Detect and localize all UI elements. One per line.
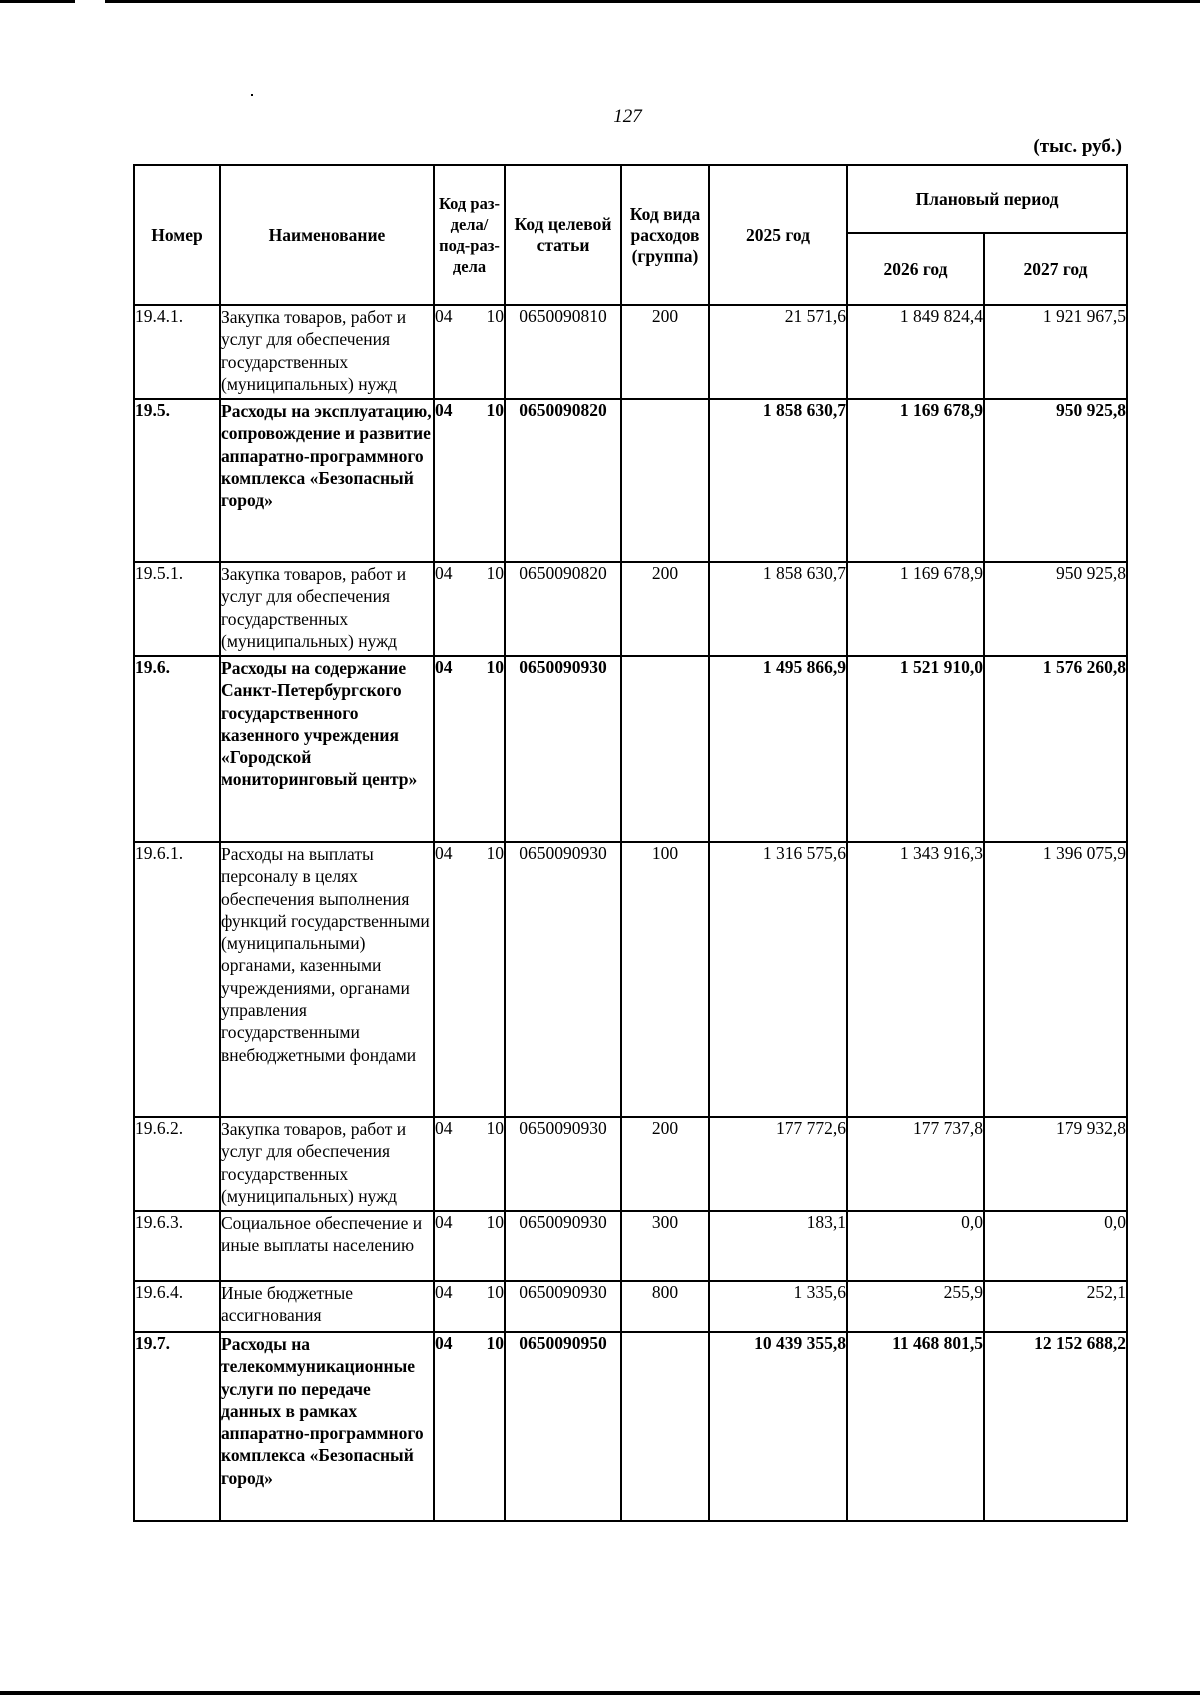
header-name: Наименование <box>220 165 434 305</box>
table-row <box>134 399 1127 562</box>
header-number: Номер <box>134 165 220 305</box>
row-number: 19.7. <box>134 1332 220 1521</box>
scan-top-edge-gap <box>75 0 105 3</box>
row-subsection: 10 <box>486 657 504 677</box>
table-row <box>134 305 1127 399</box>
row-amount-2025: 10 439 355,8 <box>709 1332 847 1521</box>
row-section: 04 <box>435 657 453 677</box>
row-target-code: 0650090930 <box>505 1117 621 1211</box>
row-expense-kind: 200 <box>621 562 709 656</box>
row-expense-kind: 300 <box>621 1211 709 1281</box>
row-amount-2025: 21 571,6 <box>709 305 847 399</box>
row-section-code <box>434 1117 505 1211</box>
table-row <box>134 562 1127 656</box>
row-section: 04 <box>435 1212 453 1232</box>
row-amount-2025: 1 495 866,9 <box>709 656 847 842</box>
row-name: Социальное обеспечение и иные выплаты населению <box>220 1211 434 1281</box>
header-section-code: Код раз-дела/ под-раз-дела <box>434 165 505 305</box>
row-name: Закупка товаров, работ и услуг для обеспечения государственных (муниципальных) нужд <box>220 1117 434 1211</box>
row-amount-2027: 12 152 688,2 <box>984 1332 1127 1521</box>
row-name: Расходы на содержание Санкт-Петербургского государственного казенного учреждения «Городской мониторинговый центр» <box>220 656 434 842</box>
row-section: 04 <box>435 1282 453 1302</box>
row-number: 19.6.4. <box>134 1281 220 1332</box>
table-row <box>134 1281 1127 1332</box>
row-amount-2026: 255,9 <box>847 1281 984 1332</box>
budget-table <box>133 164 1128 1522</box>
row-amount-2027: 1 576 260,8 <box>984 656 1127 842</box>
row-target-code: 0650090950 <box>505 1332 621 1521</box>
row-subsection: 10 <box>486 400 504 420</box>
row-section: 04 <box>435 306 453 326</box>
row-amount-2025: 183,1 <box>709 1211 847 1281</box>
row-amount-2025: 177 772,6 <box>709 1117 847 1211</box>
row-target-code: 0650090930 <box>505 1211 621 1281</box>
row-section-code <box>434 842 505 1117</box>
row-amount-2025: 1 858 630,7 <box>709 562 847 656</box>
row-number: 19.6. <box>134 656 220 842</box>
row-amount-2027: 179 932,8 <box>984 1117 1127 1211</box>
units-label: (тыс. руб.) <box>1033 136 1122 157</box>
row-name: Расходы на эксплуатацию, сопровождение и развитие аппаратно-программного комплекса «Безопасный город» <box>220 399 434 562</box>
row-amount-2026: 1 521 910,0 <box>847 656 984 842</box>
row-amount-2027: 0,0 <box>984 1211 1127 1281</box>
row-section: 04 <box>435 1333 453 1353</box>
row-name: Расходы на выплаты персоналу в целях обеспечения выполнения функций государственными (муниципальными) органами, казенными учреждениями, органами управления государственными внебюджетными фондами <box>220 842 434 1117</box>
row-amount-2026: 1 169 678,9 <box>847 562 984 656</box>
row-expense-kind: 200 <box>621 1117 709 1211</box>
row-target-code: 0650090820 <box>505 562 621 656</box>
row-amount-2025: 1 335,6 <box>709 1281 847 1332</box>
header-expense-kind: Код вида расходов (группа) <box>621 165 709 305</box>
header-year-2026: 2026 год <box>847 233 984 305</box>
row-subsection: 10 <box>486 1118 504 1138</box>
row-subsection: 10 <box>486 306 504 326</box>
row-expense-kind: 100 <box>621 842 709 1117</box>
row-section: 04 <box>435 563 453 583</box>
row-amount-2026: 1 169 678,9 <box>847 399 984 562</box>
table-row <box>134 656 1127 842</box>
header-plan-period: Плановый период <box>847 165 1127 233</box>
row-target-code: 0650090820 <box>505 399 621 562</box>
row-section-code <box>434 1332 505 1521</box>
row-target-code: 0650090930 <box>505 1281 621 1332</box>
row-expense-kind: 800 <box>621 1281 709 1332</box>
page-number: 127 <box>613 106 642 127</box>
row-target-code: 0650090810 <box>505 305 621 399</box>
row-subsection: 10 <box>486 1333 504 1353</box>
row-amount-2025: 1 316 575,6 <box>709 842 847 1117</box>
row-number: 19.6.1. <box>134 842 220 1117</box>
row-section-code <box>434 562 505 656</box>
row-number: 19.5. <box>134 399 220 562</box>
row-subsection: 10 <box>486 1212 504 1232</box>
row-section: 04 <box>435 843 453 863</box>
row-section-code <box>434 1211 505 1281</box>
header-target-code: Код целевой статьи <box>505 165 621 305</box>
row-amount-2026: 11 468 801,5 <box>847 1332 984 1521</box>
row-amount-2027: 252,1 <box>984 1281 1127 1332</box>
row-subsection: 10 <box>486 563 504 583</box>
row-amount-2026: 1 849 824,4 <box>847 305 984 399</box>
row-number: 19.6.3. <box>134 1211 220 1281</box>
row-subsection: 10 <box>486 843 504 863</box>
row-section: 04 <box>435 1118 453 1138</box>
table-row <box>134 842 1127 1117</box>
row-number: 19.5.1. <box>134 562 220 656</box>
row-target-code: 0650090930 <box>505 842 621 1117</box>
row-amount-2026: 177 737,8 <box>847 1117 984 1211</box>
row-name: Иные бюджетные ассигнования <box>220 1281 434 1332</box>
scan-top-edge <box>0 0 1200 3</box>
row-amount-2025: 1 858 630,7 <box>709 399 847 562</box>
row-amount-2026: 1 343 916,3 <box>847 842 984 1117</box>
table-row <box>134 1211 1127 1281</box>
row-target-code: 0650090930 <box>505 656 621 842</box>
row-section-code <box>434 305 505 399</box>
row-section-code <box>434 399 505 562</box>
scan-speck <box>251 94 253 96</box>
row-expense-kind <box>621 656 709 842</box>
row-section-code <box>434 1281 505 1332</box>
row-amount-2027: 950 925,8 <box>984 399 1127 562</box>
table-row <box>134 1332 1127 1521</box>
header-year-2025: 2025 год <box>709 165 847 305</box>
scan-bottom-edge <box>0 1691 1200 1695</box>
row-number: 19.6.2. <box>134 1117 220 1211</box>
row-subsection: 10 <box>486 1282 504 1302</box>
row-amount-2027: 1 921 967,5 <box>984 305 1127 399</box>
table-row <box>134 1117 1127 1211</box>
row-name: Закупка товаров, работ и услуг для обеспечения государственных (муниципальных) нужд <box>220 562 434 656</box>
row-expense-kind <box>621 1332 709 1521</box>
row-section-code <box>434 656 505 842</box>
row-expense-kind: 200 <box>621 305 709 399</box>
row-number: 19.4.1. <box>134 305 220 399</box>
row-expense-kind <box>621 399 709 562</box>
row-section: 04 <box>435 400 453 420</box>
row-amount-2027: 1 396 075,9 <box>984 842 1127 1117</box>
row-amount-2026: 0,0 <box>847 1211 984 1281</box>
header-year-2027: 2027 год <box>984 233 1127 305</box>
row-name: Закупка товаров, работ и услуг для обеспечения государственных (муниципальных) нужд <box>220 305 434 399</box>
row-amount-2027: 950 925,8 <box>984 562 1127 656</box>
row-name: Расходы на телекоммуникационные услуги по передаче данных в рамках аппаратно-программного комплекса «Безопасный город» <box>220 1332 434 1521</box>
